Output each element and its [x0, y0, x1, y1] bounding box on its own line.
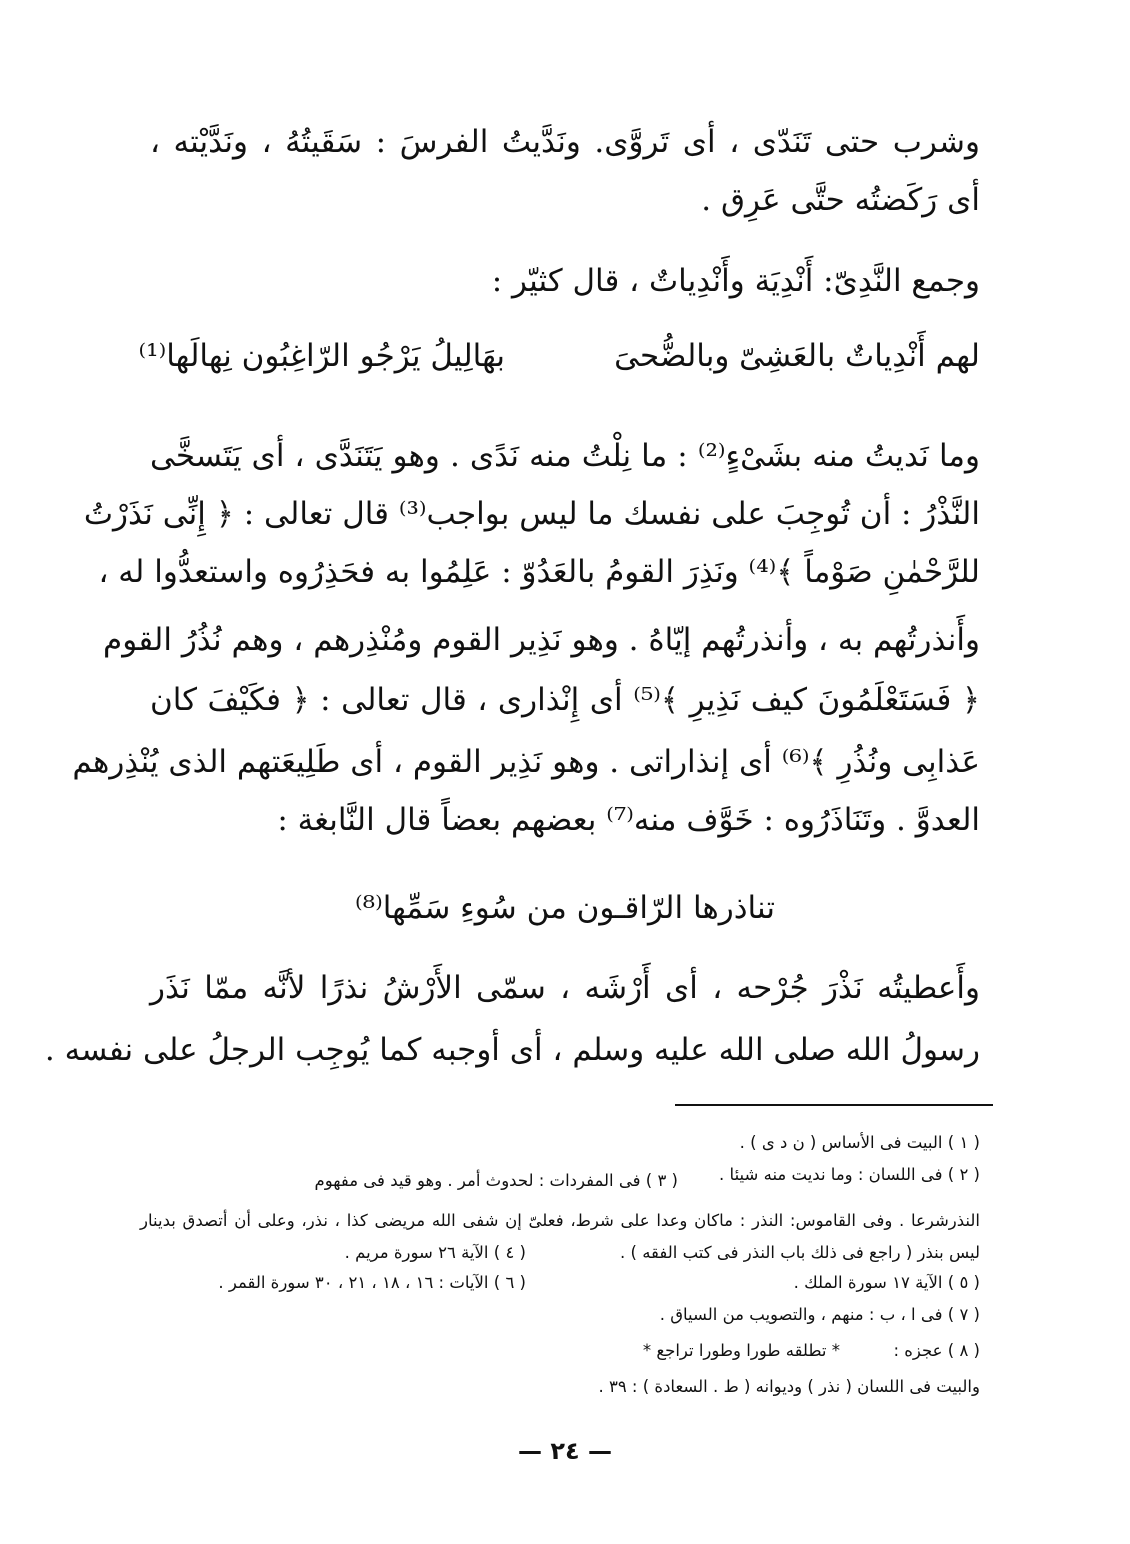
footnote-8-source: والبيت فى اللسان ( نذر ) وديوانه ( ط . السعادة ) : ٣٩ .: [598, 1377, 980, 1396]
footnote-3-continued-1: النذرشرعا . وفى القاموس: النذر : ماكان وعدا على شرط، فعلىّ إن شفى الله مريضى كذا ، نذر، وعلى أن أتصدق بدينار: [140, 1211, 980, 1230]
paragraph-line-3: للرَّحْمٰنِ صَوْماً ﴾⁽⁴⁾ ونَذِرَ القومُ بالعَدُوّ : عَلِمُوا به فحَذِرُوه واستعدُّوا له ،: [98, 554, 980, 590]
footnote-8: ( ٨ ) عجزه :: [893, 1341, 980, 1360]
paragraph-line-4: وأَنذرتُهم به ، وأنذرتُهم إيّاهُ . وهو نَذِير القوم ومُنْذِرهم ، وهم نُذُرُ القوم: [103, 622, 980, 658]
verse-second-hemistich: بهَالِيلُ يَرْجُو الرّاغِبُون نِهالَها⁽¹⁾: [138, 338, 505, 374]
footnote-3: ( ٣ ) فى المفردات : لحدوث أمر . وهو قيد فى مفهوم: [314, 1171, 678, 1190]
paragraph-line-2: النَّذْرُ : أن تُوجِبَ على نفسك ما ليس بواجب⁽³⁾ قال تعالى : ﴿ إِنِّى نَذَرْتُ: [83, 496, 980, 532]
paragraph-line-6: عَذابِى ونُذُرِ ﴾⁽⁶⁾ أى إنذاراتى . وهو نَذِير القوم ، أى طَلِيعَتهم الذى يُنْذِرهم: [72, 744, 980, 780]
page-number: — ٢٤ —: [517, 1437, 612, 1465]
footnote-separator: [675, 1104, 993, 1106]
verse-first-hemistich: لهم أَنْدِياتٌ بالعَشِىّ وبالضُّحىَ: [614, 338, 980, 374]
paragraph-line-1: وما نَديتُ منه بشَىْءٍ⁽²⁾ : ما نِلْتُ منه نَدًى . وهو يَتَنَدَّى ، أى يَتَسخَّى: [150, 438, 980, 474]
footnote-4: ( ٤ ) الآية ٢٦ سورة مريم .: [344, 1243, 526, 1262]
footnote-1: ( ١ ) البيت فى الأساس ( ن د ى ) .: [739, 1133, 980, 1152]
footnote-2: ( ٢ ) فى اللسان : وما نديت منه شيئا .: [719, 1165, 980, 1184]
text-line-2: أى رَكَضتُه حتَّى عَرِق .: [701, 182, 980, 218]
footnote-6: ( ٦ ) الآيات : ١٦ ، ١٨ ، ٢١ ، ٣٠ سورة القمر .: [218, 1273, 526, 1292]
paragraph-line-5: ﴿ فَسَتَعْلَمُونَ كيف نَذِيرِ ﴾⁽⁵⁾ أى إِنْذارى ، قال تعالى : ﴿ فكَيْفَ كان: [150, 682, 980, 718]
footnote-3-continued-2: ليس بنذر ( راجع فى ذلك باب النذر فى كتب الفقه ) .: [620, 1243, 980, 1262]
text-line-plural: وجمع النَّدِىّ: أَنْدِيَة وأَنْدِياتٌ ، قال كثيّر :: [491, 263, 980, 299]
text-line-1: وشرب حتى تَنَدّى ، أى تَروَّى. ونَدَّيتُ الفرسَ : سَقَيتُهُ ، ونَدَّيْته ،: [150, 124, 980, 160]
paragraph-line-7: العدوَّ . وتَنَاذَرُوه : خَوَّف منه⁽⁷⁾ بعضهم بعضاً قال النَّابغة :: [277, 802, 980, 838]
verse-nabigha: تناذرها الرّاقـون من سُوءِ سَمِّها⁽⁸⁾: [355, 890, 775, 926]
footnote-8-hemistich: * تطلقه طورا وطورا تراجع *: [642, 1341, 840, 1360]
footnote-7: ( ٧ ) فى ا ، ب : منهم ، والتصويب من السياق .: [659, 1305, 980, 1324]
footnote-5: ( ٥ ) الآية ١٧ سورة الملك .: [793, 1273, 980, 1292]
closing-line-1: وأَعطيتُه نَذْرَ جُرْحه ، أى أَرْشَه ، سمّى الأَرْشُ نذرًا لأنَّه ممّا نَذَر: [150, 970, 980, 1006]
closing-line-2: رسولُ الله صلى الله عليه وسلم ، أى أوجبه كما يُوجِب الرجلُ على نفسه .: [44, 1032, 980, 1068]
